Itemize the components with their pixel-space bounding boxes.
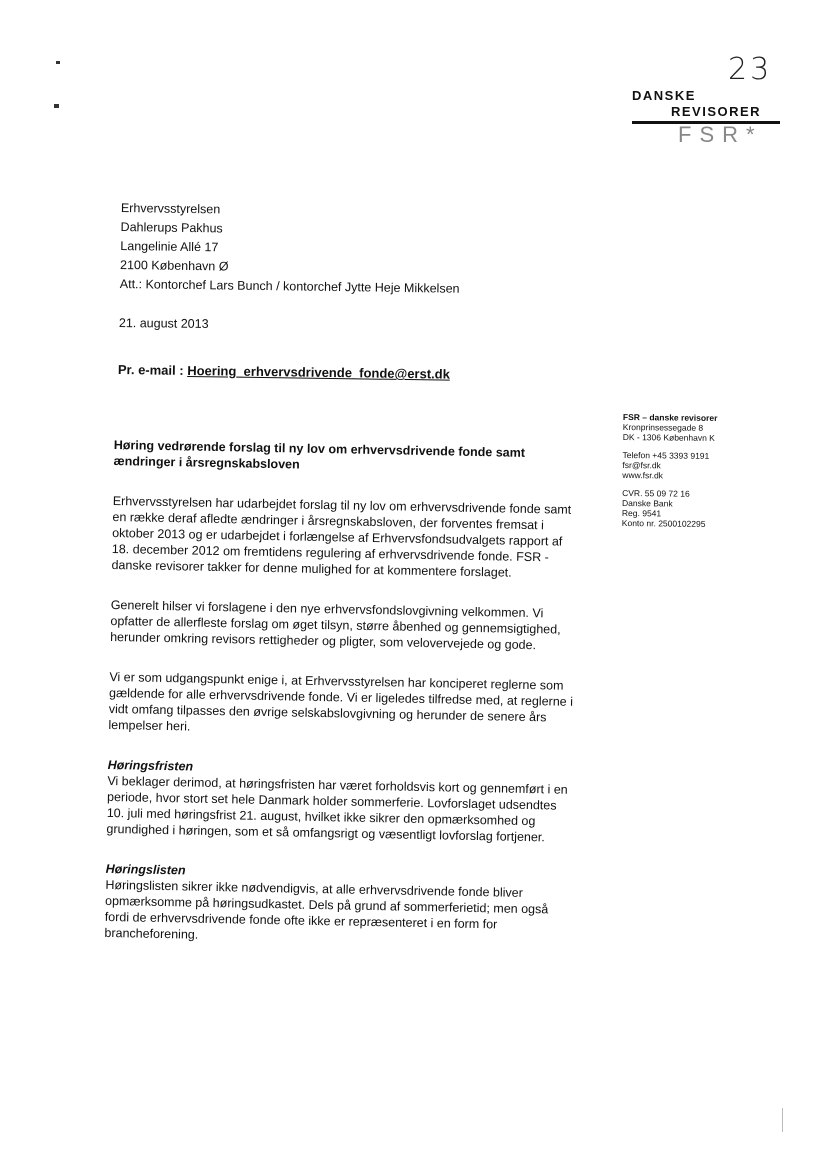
sender-web: www.fsr.dk (622, 469, 664, 481)
sender-city: DK - 1306 København K (622, 431, 715, 443)
sender-street: Kronprinsessegade 8 (622, 421, 704, 433)
recipient-line: Langelinie Allé 17 (120, 238, 219, 255)
section-text: Vi beklager derimod, at høringsfristen har været forholdsvis kort og gennemført i en periode, hvor stort set hele Danmark holder sommerferie. Lovforslaget udsendtes 10. juli med høringsfrist 21. august, hvilket ikke sikrer den opmærksomhed og grundighed i høringen, som et så omfangsrigt og væsentligt lovforslag fortjener. (106, 773, 568, 845)
page-number: 23 (728, 52, 773, 87)
body-paragraph: Vi er som udgangspunkt enige i, at Erhvervsstyrelsen har konciperet reglerne som gældende for alle erhvervsdrivende fonde. Vi er ligeledes tilfredse med, at reglerne i vidt omfang tilpasses den øvrige selskabslovgivning og herunder de senere års lempelser heri. (108, 669, 574, 734)
letter-subject: Høring vedrørende forslag til ny lov om erhvervsdrivende fonde samt ændringer i årsregnskabsloven (113, 437, 526, 472)
recipient-line: 2100 København Ø (119, 257, 229, 274)
section-heading: Høringslisten (105, 861, 186, 878)
scan-speck (54, 104, 59, 108)
sender-phone: Telefon +45 3393 9191 (622, 449, 710, 461)
sender-name: FSR – danske revisorer (622, 412, 718, 423)
email-label: Pr. e-mail : (117, 362, 188, 378)
sender-email: fsr@fsr.dk (622, 459, 661, 471)
section-text: Høringslisten sikrer ikke nødvendigvis, at alle erhvervsdrivende fonde bliver opmærksomme på høringsudkastet. Dels på grund af sommerferietid; men også fordi de erhvervsdrivende fonde ofte ikke er repræsenteret i en form for brancheforening. (104, 877, 549, 942)
recipient-attention: Att.: Kontorchef Lars Bunch / kontorchef Jytte Heje Mikkelsen (119, 276, 460, 296)
email-link[interactable]: Hoering_erhvervsdrivende_fonde@erst.dk (187, 362, 450, 382)
letter-date: 21. august 2013 (118, 316, 209, 331)
recipient-line: Erhvervsstyrelsen (120, 200, 221, 217)
recipient-address (120, 199, 461, 299)
recipient-line: Dahlerups Pakhus (120, 219, 223, 236)
body-paragraph: Generelt hilser vi forslagene i den nye erhvervsfondslovgivning velkommen. Vi opfatter de allerfleste forslag om øget tilsyn, større åbenhed og gennemsigtighed, herunder omkring revisors rettigheder og pligter, som velovervejede og gode. (110, 597, 561, 653)
letter-body (104, 437, 584, 974)
logo-line-revisorer: REVISORER (671, 104, 762, 119)
body-paragraph: Erhvervsstyrelsen har udarbejdet forslag til ny lov om erhvervsdrivende fonde samt en række deraf afledte ændringer i årsregnskabsloven, der forventes fremsat i oktober 2013 og er udarbejdet i forlængelse af Erhvervsfondsudvalgets rapport af 18. december 2012 om fremtidens regulering af erhvervsdrivende fonde. FSR - danske revisorer takker for denne mulighed for at kommentere forslaget. (111, 493, 572, 580)
email-line (118, 362, 450, 382)
scan-speck (56, 61, 60, 64)
scan-edge-line (782, 1108, 783, 1132)
sender-details (622, 412, 718, 529)
sender-account: Konto nr. 2500102295 (621, 517, 706, 529)
logo-fsr-mark: FSR* (678, 122, 763, 147)
sender-cvr: CVR. 55 09 72 16 (622, 487, 690, 499)
section-heading: Høringsfristen (107, 757, 194, 774)
logo-line-danske: DANSKE (632, 88, 696, 103)
fsr-logo (612, 88, 782, 158)
sender-bank: Danske Bank (621, 497, 673, 509)
sender-reg: Reg. 9541 (621, 507, 662, 519)
